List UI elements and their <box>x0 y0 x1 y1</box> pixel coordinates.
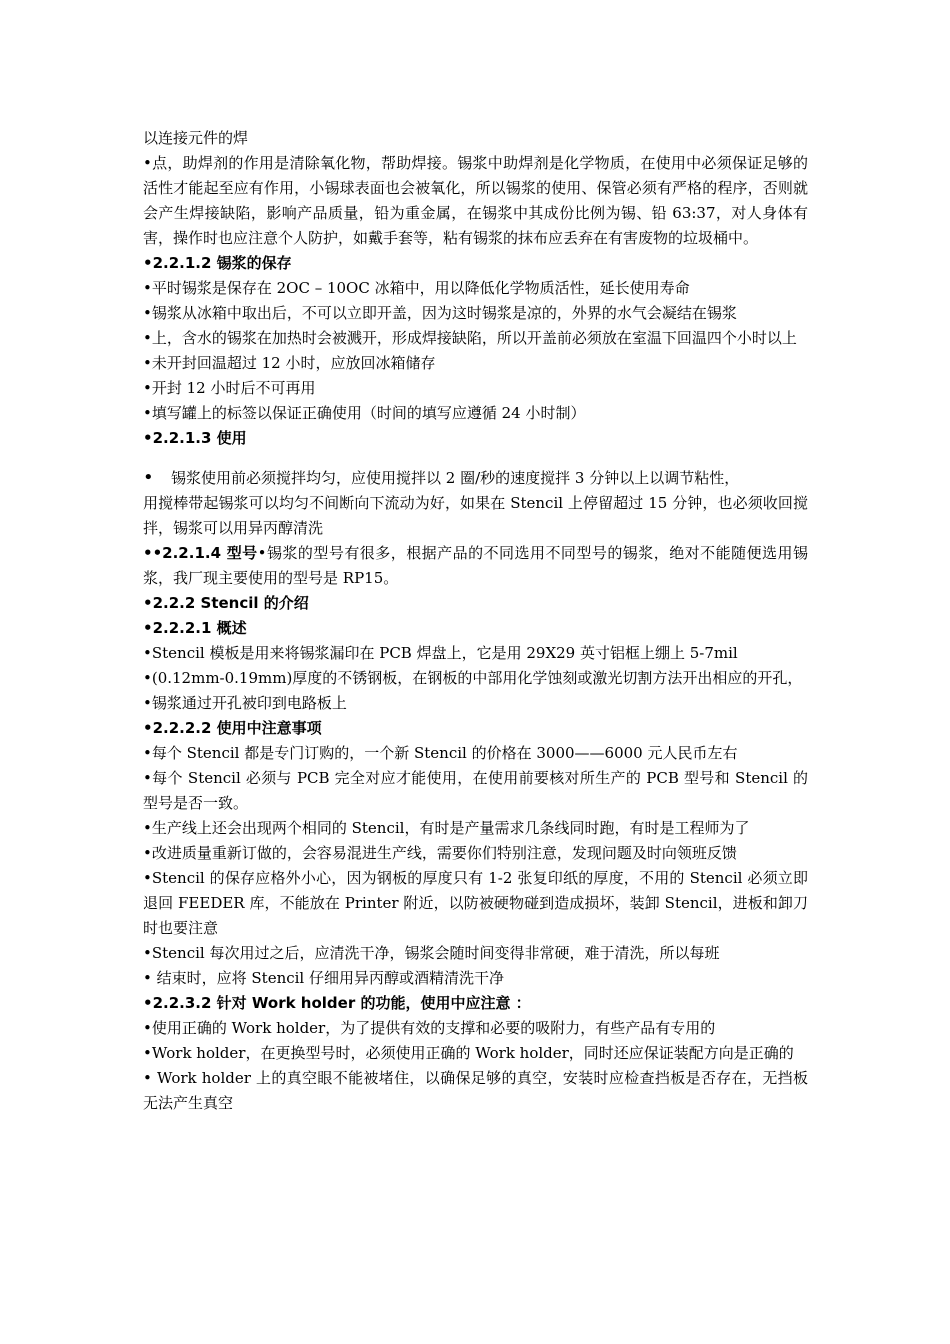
section-heading: •2.2.3.2 针对 Work holder 的功能，使用中应注意 ： <box>143 994 531 1012</box>
section-heading: •2.2.1.3 使用 <box>143 429 247 447</box>
inline-heading: ••2.2.1.4 型号 <box>143 544 258 562</box>
paragraph: •每个 Stencil 都是专门订购的，一个新 Stencil 的价格在 3000——6000 元人民币左右 <box>143 744 738 762</box>
paragraph: •锡浆通过开孔被印到电路板上 <box>143 694 347 712</box>
paragraph: •点，助焊剂的作用是清除氧化物，帮助焊接。锡浆中助焊剂是化学物质，在使用中必须保证足够的活性才能起至应有作用，小锡球表面也会被氧化，所以锡浆的使用、保管必须有严格的程序，否则就会产生焊接缺陷，影响产品质量，铅为重金属，在锡浆中其成份比例为锡、铅 63:37，对人身体有害，操作时也应注意个人防护，如戴手套等，粘有锡浆的抹布应丢弃在有害废物的垃圾桶中。 <box>143 154 808 247</box>
paragraph: •使用正确的 Work holder，为了提供有效的支撑和必要的吸附力，有些产品有专用的 <box>143 1019 716 1037</box>
paragraph: 以连接元件的焊 <box>143 129 249 147</box>
mixed-paragraph <box>143 541 808 591</box>
document-body <box>143 126 808 1116</box>
paragraph: •(0.12mm-0.19mm)厚度的不锈钢板，在钢板的中部用化学蚀刻或激光切割方法开出相应的开孔， <box>143 669 803 687</box>
spacer <box>143 451 808 465</box>
paragraph: •开封 12 小时后不可再用 <box>143 379 316 397</box>
paragraph: •Stencil 每次用过之后，应清洗干净，锡浆会随时间变得非常硬，难于清洗，所以每班 <box>143 944 720 962</box>
paragraph: •填写罐上的标签以保证正确使用（时间的填写应遵循 24 小时制） <box>143 404 586 422</box>
section-heading: •2.2.1.2 锡浆的保存 <box>143 254 292 272</box>
paragraph: • 结束时，应将 Stencil 仔细用异丙醇或酒精清洗干净 <box>143 969 504 987</box>
paragraph: •Work holder，在更换型号时，必须使用正确的 Work holder，同时还应保证装配方向是正确的 <box>143 1044 794 1062</box>
paragraph-text: 锡浆使用前必须搅拌均匀，应使用搅拌以 2 圈/秒的速度搅拌 3 分钟以上以调节粘性， <box>171 469 740 487</box>
section-heading: •2.2.2.2 使用中注意事项 <box>143 719 322 737</box>
bullet-icon: • <box>143 467 154 488</box>
paragraph: •Stencil 的保存应格外小心，因为钢板的厚度只有 1-2 张复印纸的厚度，不用的 Stencil 必须立即退回 FEEDER 库，不能放在 Printer 附近，以防被硬物碰到造成损坏，装卸 Stencil，进板和卸刀时也要注意 <box>143 869 808 937</box>
paragraph: •平时锡浆是保存在 2OC – 10OC 冰箱中，用以降低化学物质活性，延长使用寿命 <box>143 279 690 297</box>
section-heading: •2.2.2.1 概述 <box>143 619 247 637</box>
paragraph: • Work holder 上的真空眼不能被堵住，以确保足够的真空，安装时应检查挡板是否存在，无挡板无法产生真空 <box>143 1069 808 1112</box>
paragraph: •生产线上还会出现两个相同的 Stencil，有时是产量需求几条线同时跑，有时是工程师为了 <box>143 819 750 837</box>
paragraph: •锡浆从冰箱中取出后，不可以立即开盖，因为这时锡浆是凉的，外界的水气会凝结在锡浆 <box>143 304 737 322</box>
bullet-paragraph <box>143 465 808 491</box>
paragraph-text: •锡浆的型号有很多，根据产品的不同选用不同型号的锡浆，绝对不能随便选用锡浆，我厂现主要使用的型号是 RP15。 <box>143 544 808 587</box>
paragraph: •Stencil 模板是用来将锡浆漏印在 PCB 焊盘上，它是用 29X29 英寸铝框上绷上 5-7mil <box>143 644 738 662</box>
paragraph: 用搅棒带起锡浆可以均匀不间断向下流动为好，如果在 Stencil 上停留超过 15 分钟，也必须收回搅拌，锡浆可以用异丙醇清洗 <box>143 494 808 537</box>
paragraph: •上，含水的锡浆在加热时会被溅开，形成焊接缺陷，所以开盖前必须放在室温下回温四个小时以上 <box>143 329 797 347</box>
paragraph: •未开封回温超过 12 小时，应放回冰箱储存 <box>143 354 436 372</box>
paragraph: •改进质量重新订做的，会容易混进生产线，需要你们特别注意，发现问题及时向领班反馈 <box>143 844 737 862</box>
paragraph: •每个 Stencil 必须与 PCB 完全对应才能使用，在使用前要核对所生产的 PCB 型号和 Stencil 的型号是否一致。 <box>143 769 808 812</box>
section-heading: •2.2.2 Stencil 的介绍 <box>143 594 309 612</box>
